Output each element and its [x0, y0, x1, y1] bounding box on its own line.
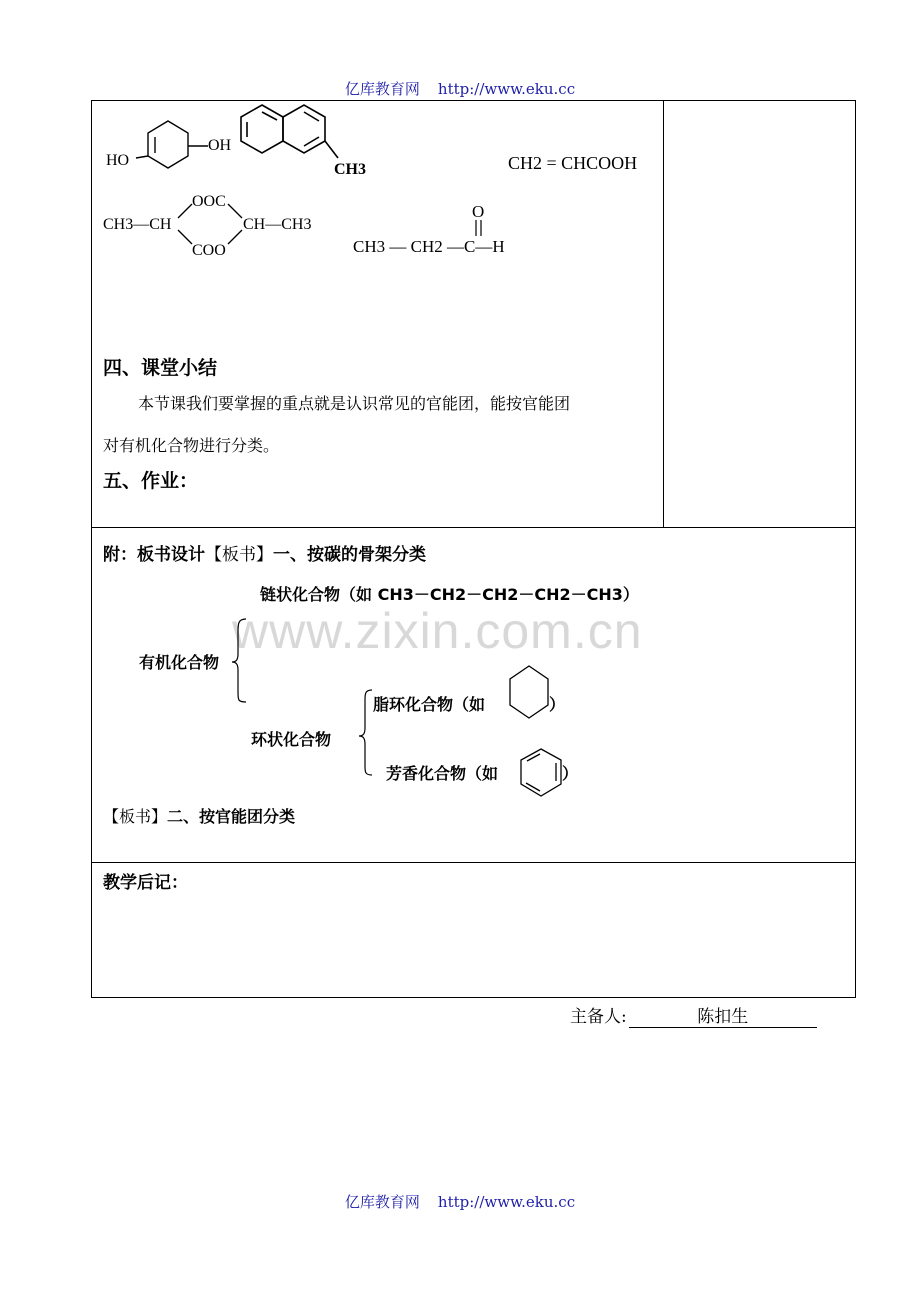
teaching-notes-title: 教学后记： [103, 873, 188, 893]
board-bracket-2: 【板书】 [103, 807, 168, 826]
organic-compound-label: 有机化合物 [139, 653, 220, 672]
hydroquinone-oh-label: OH [208, 137, 232, 154]
board-title-suffix: 一、按碳的骨架分类 [273, 545, 426, 565]
cyclic-compound-label: 环状化合物 [251, 730, 332, 749]
board-bracket-1: 【板书】 [205, 545, 273, 565]
signer-label: 主备人: [570, 1007, 627, 1027]
ester-left-label: CH3—CH [103, 216, 172, 233]
aromatic-compound-label: 芳香化合物（如 [386, 764, 499, 783]
board-title-prefix: 附：板书设计 [103, 545, 205, 565]
hydroquinone-ho-label: HO [106, 152, 130, 169]
organic-brace [232, 619, 246, 702]
ester-right-label: CH—CH3 [243, 216, 312, 233]
aromatic-close-paren: ） [562, 764, 579, 783]
page-footer [0, 1191, 920, 1212]
ester-bottom-label: COO [192, 242, 226, 259]
cyclohexane-ring [510, 666, 548, 718]
footer-site-name: 亿库教育网 [344, 1193, 420, 1211]
teaching-notes-cell [91, 862, 856, 998]
alicyclic-close-paren: ） [549, 695, 566, 714]
footer-url-link[interactable]: http://www.eku.cc [437, 1193, 576, 1211]
header-url-link[interactable]: http://www.eku.cc [437, 80, 576, 98]
section5-title: 五、作业： [103, 470, 199, 492]
header-site-name: 亿库教育网 [344, 80, 420, 98]
signer-name: 陈扣生 [629, 1002, 817, 1028]
chain-compound-label: 链状化合物（如 CH3－CH2－CH2－CH2－CH3） [260, 585, 639, 604]
aldehyde-o-label: O [472, 202, 485, 221]
section4-line2: 对有机化合物进行分类。 [103, 436, 280, 455]
watermark: www.zixin.com.cn [232, 603, 643, 659]
naphthalene-methyl-label: CH3 [334, 161, 366, 178]
benzene-ring [521, 749, 561, 796]
section4-line1: 本节课我们要掌握的重点就是认识常见的官能团，能按官能团 [138, 394, 571, 413]
acrylic-acid-formula: CH2 = CHCOOH [508, 153, 638, 173]
ester-top-label: OOC [192, 193, 226, 210]
aldehyde-chain-formula: CH3 — CH2 —C—H [353, 237, 505, 256]
section4-title: 四、课堂小结 [103, 357, 218, 379]
functional-group-title: 二、按官能团分类 [167, 807, 296, 826]
cyclic-brace [359, 690, 372, 775]
alicyclic-compound-label: 脂环化合物（如 [373, 695, 486, 714]
signer-line [570, 1002, 817, 1028]
board-second-title [103, 804, 295, 827]
